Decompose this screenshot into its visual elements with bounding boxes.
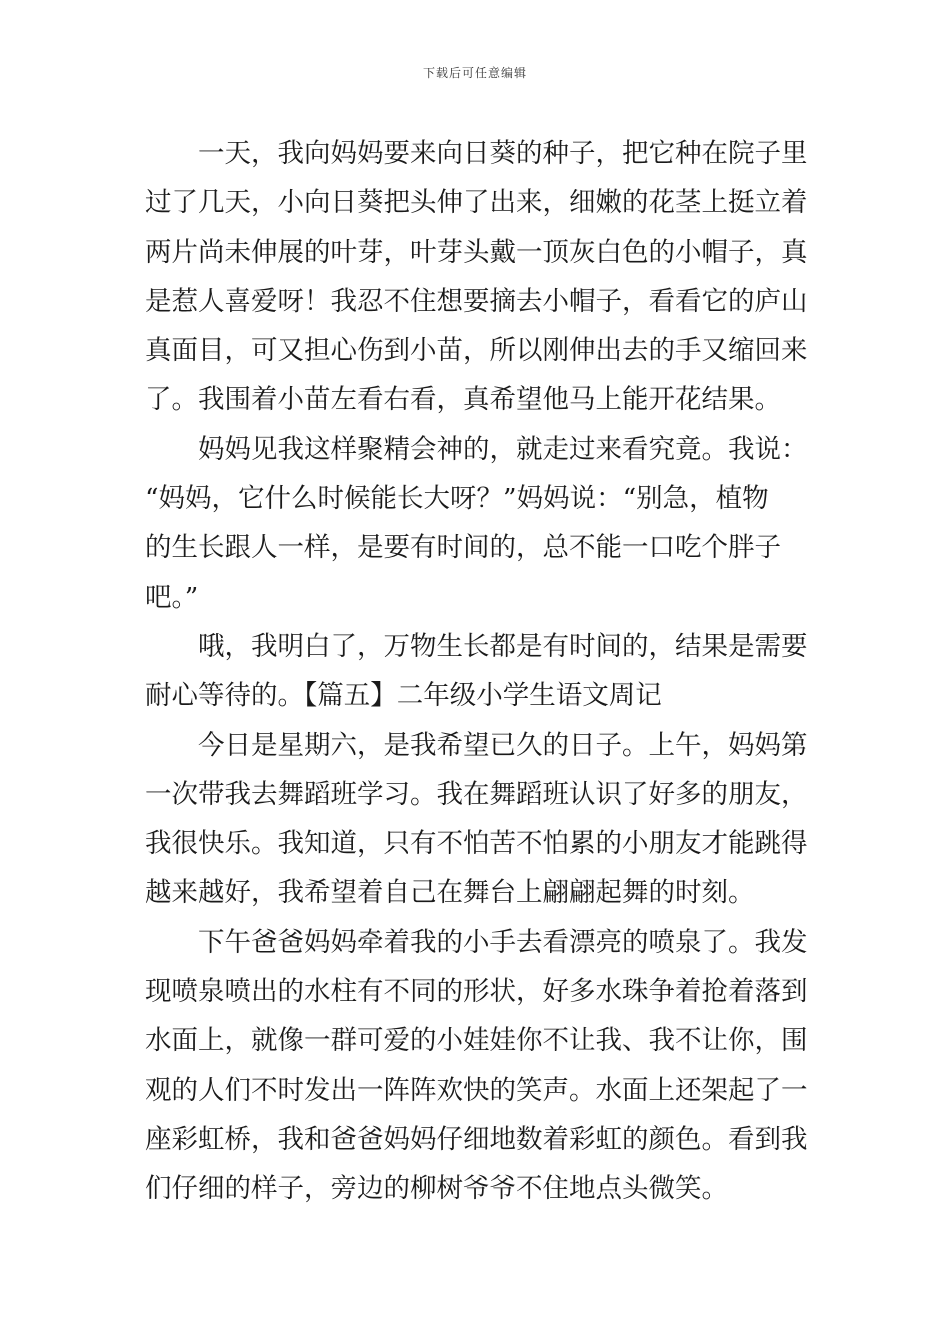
text-line: 耐心等待的。【篇五】二年级小学生语文周记: [145, 680, 662, 712]
text-line: 哦，我明白了，万物生长都是有时间的，结果是需要: [198, 630, 808, 662]
text-line: 一次带我去舞蹈班学习。我在舞蹈班认识了好多的朋友，: [145, 778, 808, 810]
text-line: 了。我围着小苗左看右看，真希望他马上能开花结果。: [145, 384, 781, 416]
text-line: 妈妈见我这样聚精会神的，就走过来看究竟。我说：: [198, 433, 808, 465]
text-line: 两片尚未伸展的叶芽，叶芽头戴一顶灰白色的小帽子，真: [145, 236, 808, 268]
text-line: 观的人们不时发出一阵阵欢快的笑声。水面上还架起了一: [145, 1074, 808, 1106]
text-line: 是惹人喜爱呀！我忍不住想要摘去小帽子，看看它的庐山: [145, 285, 808, 317]
text-line: 们仔细的样子，旁边的柳树爷爷不住地点头微笑。: [145, 1173, 728, 1205]
text-line: 的生长跟人一样，是要有时间的，总不能一口吃个胖子: [145, 532, 781, 564]
text-line: 水面上，就像一群可爱的小娃娃你不让我、我不让你，围: [145, 1025, 808, 1057]
text-line: 今日是星期六，是我希望已久的日子。上午，妈妈第: [198, 729, 808, 761]
text-line: 吧。”: [145, 581, 199, 613]
text-line: 现喷泉喷出的水柱有不同的形状，好多水珠争着抢着落到: [145, 976, 808, 1008]
text-line: 真面目，可又担心伤到小苗，所以刚伸出去的手又缩回来: [145, 335, 808, 367]
text-line: 座彩虹桥，我和爸爸妈妈仔细地数着彩虹的颜色。看到我: [145, 1123, 808, 1155]
article-body: [145, 129, 810, 1214]
text-line: “妈妈，它什么时候能长大呀？”妈妈说：“别急，植物: [145, 483, 769, 515]
text-line: 我很快乐。我知道，只有不怕苦不怕累的小朋友才能跳得: [145, 828, 808, 860]
text-line: 一天，我向妈妈要来向日葵的种子，把它种在院子里: [198, 138, 808, 169]
text-line: 过了几天，小向日葵把头伸了出来，细嫩的花茎上挺立着: [145, 187, 808, 219]
text-line: 下午爸爸妈妈牵着我的小手去看漂亮的喷泉了。我发: [198, 926, 808, 958]
text-line: 越来越好，我希望着自己在舞台上翩翩起舞的时刻。: [145, 877, 755, 909]
download-note: 下载后可任意编辑: [422, 66, 527, 80]
